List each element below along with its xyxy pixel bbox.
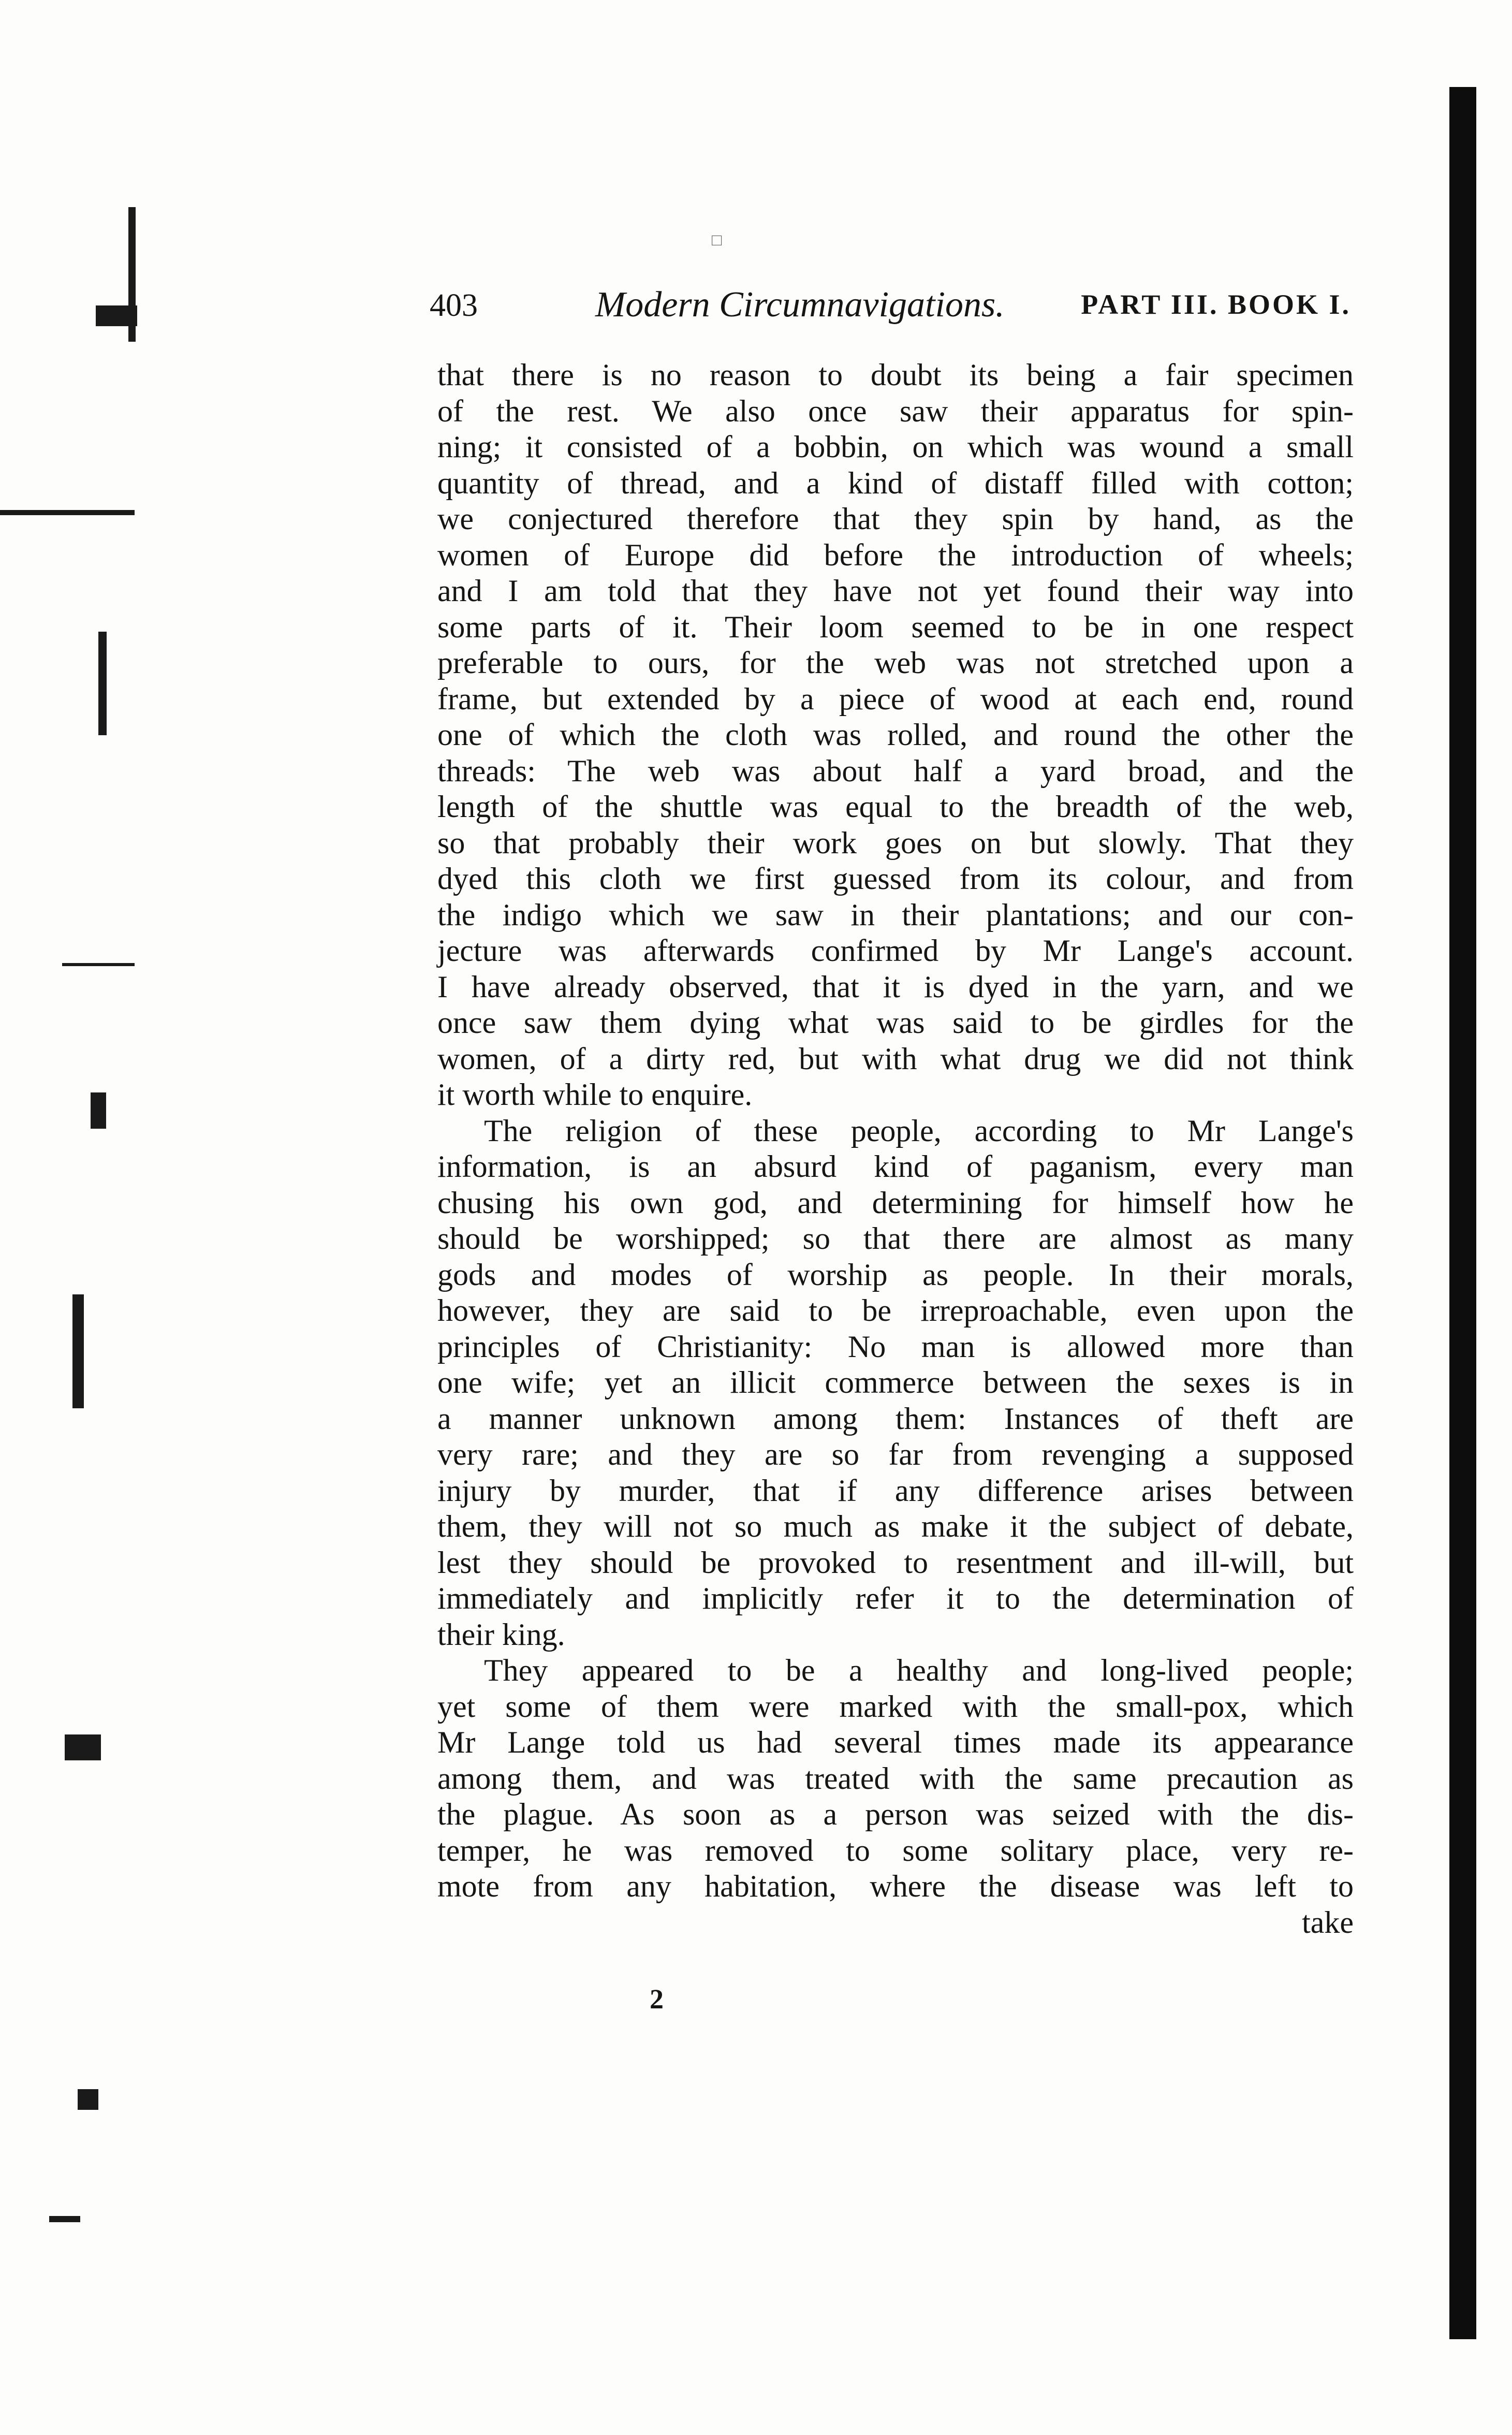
text-line: quantity of thread, and a kind of distaff filled with cotton; — [437, 465, 1354, 500]
text-line: them, they will not so much as make it the subject of debate, — [437, 1509, 1354, 1543]
gutter-mark — [62, 963, 135, 966]
text-line: injury by murder, that if any difference arises between — [437, 1473, 1354, 1508]
body-text — [437, 357, 1354, 1941]
text-line: take — [1302, 1905, 1354, 1940]
text-line: once saw them dying what was said to be girdles for the — [437, 1005, 1354, 1040]
text-line: mote from any habitation, where the disease was left to — [437, 1869, 1354, 1903]
text-line: women of Europe did before the introduction of wheels; — [437, 537, 1354, 572]
text-line: the indigo which we saw in their plantations; and our con- — [437, 897, 1354, 932]
text-line: lest they should be provoked to resentment and ill-will, but — [437, 1545, 1354, 1580]
text-line: and I am told that they have not yet found their way into — [437, 574, 1354, 608]
text-line: one wife; yet an illicit commerce between the sexes is in — [437, 1365, 1354, 1399]
text-line: They appeared to be a healthy and long-lived people; — [484, 1653, 1354, 1687]
gutter-mark — [98, 632, 107, 735]
text-line: one of which the cloth was rolled, and round the other the — [437, 718, 1354, 752]
text-line: information, is an absurd kind of paganism, every man — [437, 1149, 1354, 1184]
gutter-mark — [96, 305, 137, 326]
text-line: that there is no reason to doubt its being a fair specimen — [437, 358, 1354, 392]
text-line: the plague. As soon as a person was seized with the dis- — [437, 1797, 1354, 1831]
text-line: ning; it consisted of a bobbin, on which was wound a small — [437, 430, 1354, 464]
text-line: it worth while to enquire. — [437, 1077, 753, 1112]
text-line: length of the shuttle was equal to the breadth of the web, — [437, 790, 1354, 824]
text-line: of the rest. We also once saw their apparatus for spin- — [437, 393, 1354, 428]
gutter-mark — [49, 2216, 80, 2222]
text-line: frame, but extended by a piece of wood at each end, round — [437, 681, 1354, 716]
running-title: Modern Circumnavigations. — [595, 285, 1005, 325]
text-line: I have already observed, that it is dyed in the yarn, and we — [437, 969, 1354, 1004]
binding-edge-bar — [1449, 87, 1476, 2339]
text-line: should be worshipped; so that there are almost as many — [437, 1221, 1354, 1256]
gutter-mark — [72, 1294, 84, 1408]
text-line: chusing his own god, and determining for himself how he — [437, 1185, 1354, 1220]
text-line: yet some of them were marked with the small-pox, which — [437, 1689, 1354, 1724]
text-line: however, they are said to be irreproachable, even upon the — [437, 1293, 1354, 1328]
text-line: so that probably their work goes on but slowly. That they — [437, 825, 1354, 860]
text-line: preferable to ours, for the web was not stretched upon a — [437, 646, 1354, 680]
text-line: their king. — [437, 1617, 565, 1652]
signature-mark: 2 — [650, 1984, 664, 2015]
text-line: immediately and implicitly refer it to the determination of — [437, 1581, 1354, 1615]
text-line: dyed this cloth we first guessed from its colour, and from — [437, 862, 1354, 896]
text-line: The religion of these people, according to Mr Lange's — [484, 1113, 1354, 1148]
gutter-mark — [65, 1734, 101, 1760]
text-line: temper, he was removed to some solitary place, very re- — [437, 1833, 1354, 1868]
text-line: we conjectured therefore that they spin by hand, as the — [437, 502, 1354, 536]
text-line: some parts of it. Their loom seemed to be in one respect — [437, 609, 1354, 644]
text-line: among them, and was treated with the same precaution as — [437, 1761, 1354, 1796]
gutter-mark — [91, 1092, 106, 1129]
text-line: Mr Lange told us had several times made its appearance — [437, 1725, 1354, 1759]
text-line: principles of Christianity: No man is allowed more than — [437, 1329, 1354, 1364]
gutter-mark — [78, 2089, 98, 2110]
gutter-mark — [0, 510, 135, 515]
part-book-label: PART III. BOOK I. — [1081, 289, 1351, 320]
text-line: very rare; and they are so far from revenging a supposed — [437, 1437, 1354, 1471]
text-line: jecture was afterwards confirmed by Mr Lange's account. — [437, 934, 1354, 968]
text-line: women, of a dirty red, but with what drug we did not think — [437, 1041, 1354, 1076]
running-header — [430, 287, 1351, 334]
text-line: threads: The web was about half a yard broad, and the — [437, 753, 1354, 788]
text-line: a manner unknown among them: Instances of theft are — [437, 1401, 1354, 1436]
page-number: 403 — [430, 288, 478, 323]
text-line: gods and modes of worship as people. In their morals, — [437, 1257, 1354, 1292]
header-dot: □ — [712, 230, 722, 249]
